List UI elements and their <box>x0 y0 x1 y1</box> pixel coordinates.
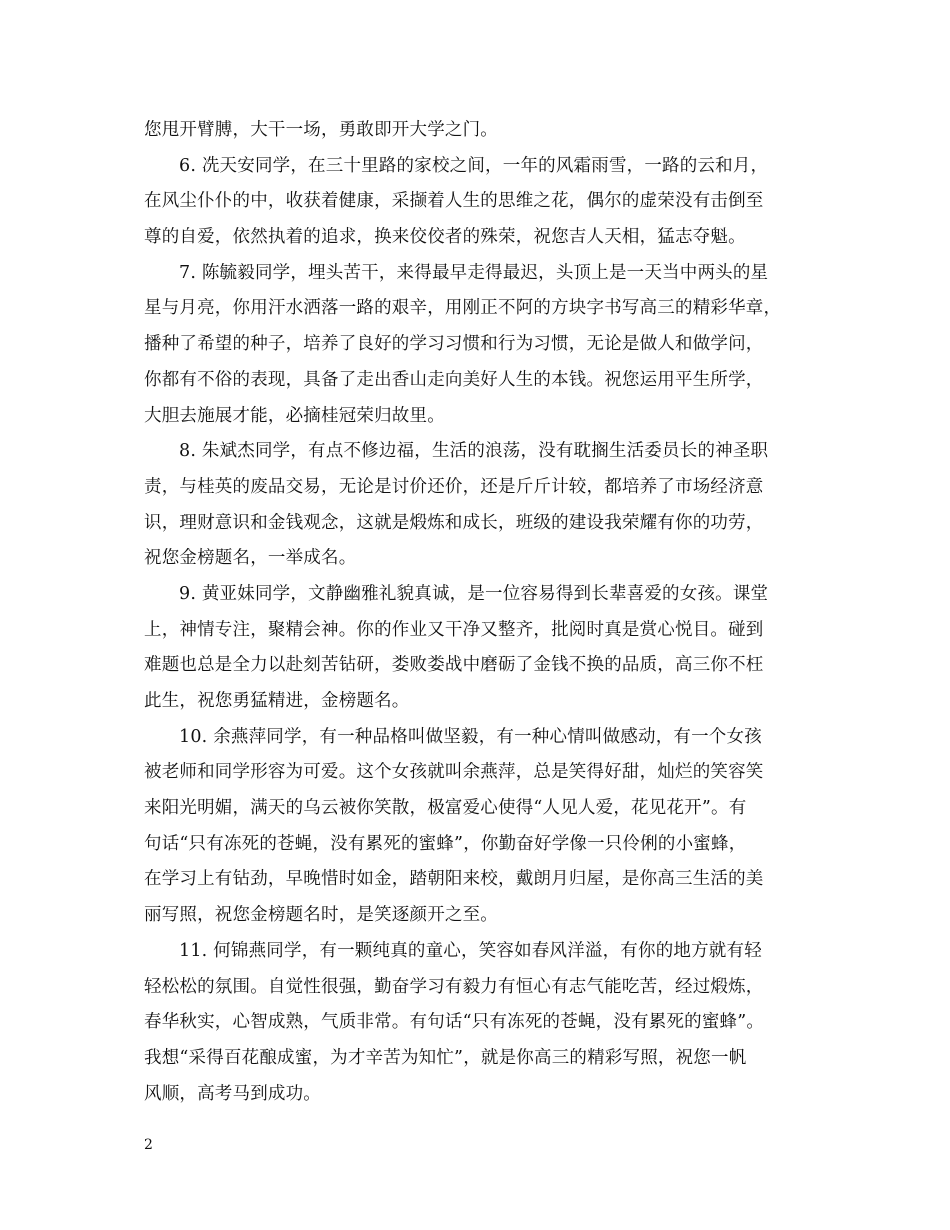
paragraph-6 <box>144 149 824 256</box>
text-line: 星与月亮，你用汗水洒落一路的艰辛，用刚正不阿的方块字书写高三的精彩华章， <box>144 298 782 319</box>
document-body <box>144 113 824 1112</box>
page-number: 2 <box>144 1137 153 1153</box>
paragraph-continuation <box>144 113 824 149</box>
paragraph-9 <box>144 577 824 720</box>
paragraph-11 <box>144 934 824 1112</box>
text-line: 句话“只有冻死的苍蝇，没有累死的蜜蜂”，你勤奋好学像一只伶俐的小蜜蜂， <box>144 833 747 854</box>
text-line: 在学习上有钻劲，早晚惜时如金，踏朝阳来校，戴朗月归屋，是你高三生活的美 <box>144 869 764 890</box>
text-line: 春华秋实，心智成熟，气质非常。有句话“只有冻死的苍蝇，没有累死的蜜蜂”。 <box>144 1012 765 1033</box>
text-line: 丽写照，祝您金榜题名时，是笑逐颜开之至。 <box>144 905 498 926</box>
text-line: 责，与桂英的废品交易，无论是讨价还价，还是斤斤计较，都培养了市场经济意 <box>144 476 764 497</box>
text-line: 你都有不俗的表现，具备了走出香山走向美好人生的本钱。祝您运用平生所学， <box>144 369 764 390</box>
paragraph-8 <box>144 434 824 577</box>
text-line: 7. 陈毓毅同学，埋头苦干，来得最早走得最迟，头顶上是一天当中两头的星 <box>179 262 769 283</box>
text-line: 祝您金榜题名，一举成名。 <box>144 548 357 569</box>
text-line: 难题也总是全力以赴刻苦钻研，娄败娄战中磨砺了金钱不换的品质，高三你不枉 <box>144 655 764 676</box>
text-line: 上，神情专注，聚精会神。你的作业又干净又整齐，批阅时真是赏心悦目。碰到 <box>144 619 764 640</box>
text-line: 此生，祝您勇猛精进，金榜题名。 <box>144 691 410 711</box>
text-line: 6. 冼天安同学，在三十里路的家校之间，一年的风霜雨雪，一路的云和月， <box>179 155 769 176</box>
text-line: 被老师和同学形容为可爱。这个女孩就叫余燕萍，总是笑得好甜，灿烂的笑容笑 <box>144 762 764 783</box>
text-line: 8. 朱斌杰同学，有点不修边福，生活的浪荡，没有耽搁生活委员长的神圣职 <box>179 441 769 462</box>
text-line: 来阳光明媚，满天的乌云被你笑散，极富爱心使得“人见人爱，花见花开”。有 <box>144 798 747 819</box>
text-line: 您甩开臂膊，大干一场，勇敢即开大学之门。 <box>144 120 498 140</box>
text-line: 轻松松的氛围。自觉性很强，勤奋学习有毅力有恒心有志气能吃苦，经过煅炼， <box>144 976 764 997</box>
text-line: 大胆去施展才能，必摘桂冠荣归故里。 <box>144 405 445 426</box>
text-line: 我想“采得百花酿成蜜，为才辛苦为知忙”，就是你高三的精彩写照，祝您一帆 <box>144 1047 747 1068</box>
text-line: 播种了希望的种子，培养了良好的学习习惯和行为习惯，无论是做人和做学问， <box>144 334 764 355</box>
text-line: 识，理财意识和金钱观念，这就是煅炼和成长，班级的建设我荣耀有你的功劳， <box>144 512 764 533</box>
paragraph-10 <box>144 720 824 934</box>
text-line: 尊的自爱，依然执着的追求，换来佼佼者的殊荣，祝您吉人天相，猛志夺魁。 <box>144 227 746 248</box>
text-line: 在风尘仆仆的中，收获着健康，采撷着人生的思维之花，偶尔的虚荣没有击倒至 <box>144 191 764 212</box>
paragraph-7 <box>144 256 824 434</box>
text-line: 风顺，高考马到成功。 <box>144 1083 321 1104</box>
text-line: 9. 黄亚妹同学，文静幽雅礼貌真诚，是一位容易得到长辈喜爱的女孩。课堂 <box>179 583 769 604</box>
text-line: 10. 余燕萍同学，有一种品格叫做坚毅，有一种心情叫做感动，有一个女孩 <box>179 726 762 747</box>
text-line: 11. 何锦燕同学，有一颗纯真的童心，笑容如春风洋溢，有你的地方就有轻 <box>179 940 762 961</box>
